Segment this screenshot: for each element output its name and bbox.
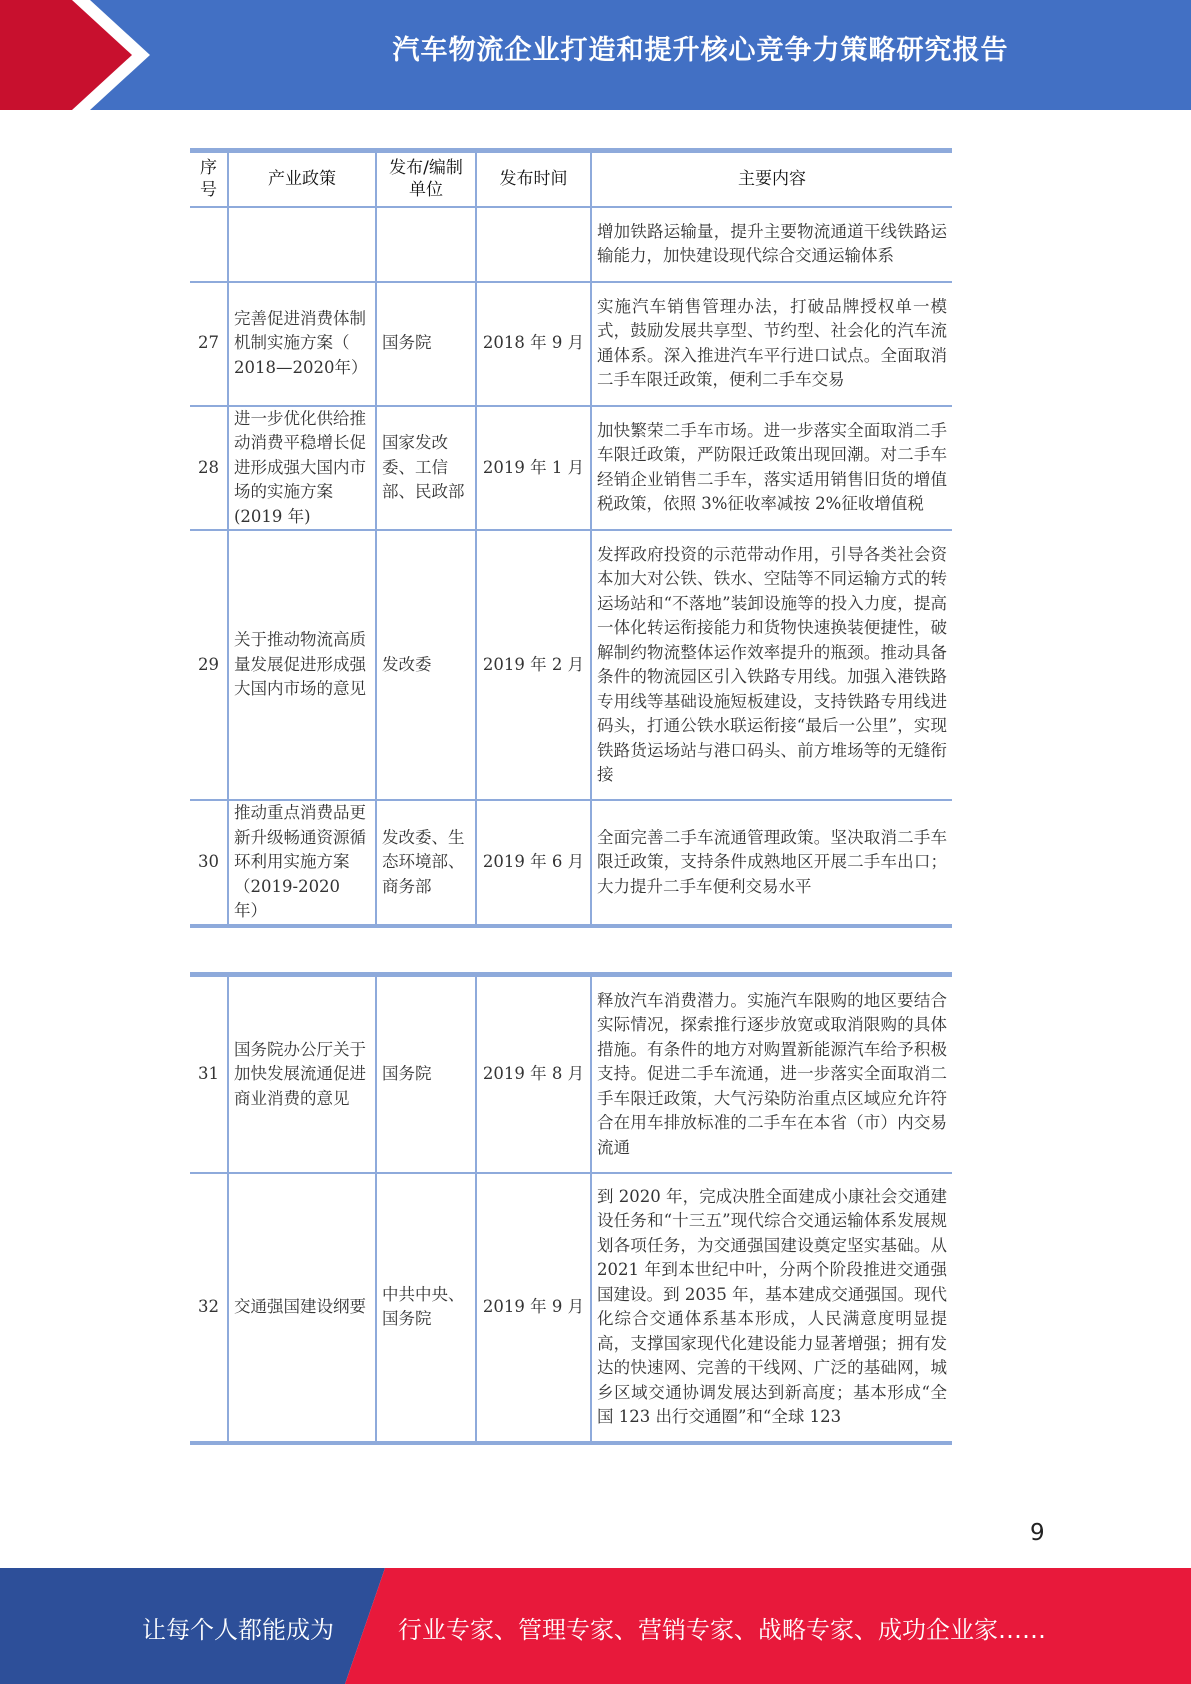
table-row — [190, 800, 952, 926]
row-content: 全面完善二手车流通管理政策。坚决取消二手车限迁政策，支持条件成熟地区开展二手车出口；大力提升二手车便利交易水平 — [591, 800, 952, 926]
col-header-date: 发布时间 — [476, 151, 591, 207]
row-num: 27 — [190, 282, 228, 406]
row-date: 2019 年 6 月 — [476, 800, 591, 926]
row-org: 中共中央、国务院 — [376, 1173, 476, 1443]
row-policy: 关于推动物流高质量发展促进形成强大国内市场的意见 — [228, 530, 376, 800]
table-row — [190, 530, 952, 800]
table-row — [190, 282, 952, 406]
col-header-org: 发布/编制单位 — [376, 151, 476, 207]
row-date: 2018 年 9 月 — [476, 282, 591, 406]
policy-table-part1 — [190, 148, 952, 928]
footer-slogan-left: 让每个人都能成为 — [142, 1616, 334, 1644]
row-policy: 推动重点消费品更新升级畅通资源循环利用实施方案（2019-2020 年） — [228, 800, 376, 926]
row-content: 实施汽车销售管理办法，打破品牌授权单一模式，鼓励发展共享型、节约型、社会化的汽车流通体系。深入推进汽车平行进口试点。全面取消二手车限迁政策，便利二手车交易 — [591, 282, 952, 406]
row-org: 国务院 — [376, 975, 476, 1173]
row-num: 29 — [190, 530, 228, 800]
table-row — [190, 406, 952, 531]
row-policy: 交通强国建设纲要 — [228, 1173, 376, 1443]
page-footer — [0, 1568, 1191, 1684]
row-date: 2019 年 9 月 — [476, 1173, 591, 1443]
row-num: 30 — [190, 800, 228, 926]
row-date: 2019 年 8 月 — [476, 975, 591, 1173]
report-title: 汽车物流企业打造和提升核心竞争力策略研究报告 — [392, 35, 1009, 66]
policy-table-part2 — [190, 972, 952, 1445]
header-red-chevron — [0, 0, 150, 110]
row-num: 32 — [190, 1173, 228, 1443]
row-date — [476, 207, 591, 282]
row-org: 国务院 — [376, 282, 476, 406]
col-header-content: 主要内容 — [591, 151, 952, 207]
row-policy: 进一步优化供给推动消费平稳增长促进形成强大国内市场的实施方案(2019 年) — [228, 406, 376, 531]
footer-slogan-right: 行业专家、管理专家、营销专家、战略专家、成功企业家…… — [398, 1616, 1046, 1644]
row-org: 发改委 — [376, 530, 476, 800]
row-policy: 国务院办公厅关于加快发展流通促进商业消费的意见 — [228, 975, 376, 1173]
col-header-policy: 产业政策 — [228, 151, 376, 207]
table-row — [190, 207, 952, 282]
row-policy — [228, 207, 376, 282]
row-content: 加快繁荣二手车市场。进一步落实全面取消二手车限迁政策，严防限迁政策出现回潮。对二手车经销企业销售二手车，落实适用销售旧货的增值税政策，依照 3%征收率减按 2%征收增值税 — [591, 406, 952, 531]
page-header — [0, 0, 1191, 110]
table-row — [190, 1173, 952, 1443]
table-row — [190, 975, 952, 1173]
row-org — [376, 207, 476, 282]
row-num: 28 — [190, 406, 228, 531]
row-org: 发改委、生态环境部、商务部 — [376, 800, 476, 926]
col-header-num: 序号 — [190, 151, 228, 207]
table-header-row — [190, 151, 952, 207]
row-num: 31 — [190, 975, 228, 1173]
row-date: 2019 年 1 月 — [476, 406, 591, 531]
row-content: 释放汽车消费潜力。实施汽车限购的地区要结合实际情况，探索推行逐步放宽或取消限购的具体措施。有条件的地方对购置新能源汽车给予积极支持。促进二手车流通，进一步落实全面取消二手车限迁政策，大气污染防治重点区域应允许符合在用车排放标准的二手车在本省（市）内交易流通 — [591, 975, 952, 1173]
row-content: 发挥政府投资的示范带动作用，引导各类社会资本加大对公铁、铁水、空陆等不同运输方式的转运场站和“不落地”装卸设施等的投入力度，提高一体化转运衔接能力和货物快速换装便捷性，破解制约物流整体运作效率提升的瓶颈。推动具备条件的物流园区引入铁路专用线。加强入港铁路专用线等基础设施短板建设，支持铁路专用线进码头，打通公铁水联运衔接“最后一公里”，实现铁路货运场站与港口码头、前方堆场等的无缝衔接 — [591, 530, 952, 800]
row-num — [190, 207, 228, 282]
row-content: 到 2020 年，完成决胜全面建成小康社会交通建设任务和“十三五”现代综合交通运输体系发展规划各项任务，为交通强国建设奠定坚实基础。从 2021 年到本世纪中叶，分两个阶段推进交通强国建设。到 2035 年，基本建成交通强国。现代化综合交通体系基本形成，人民满意度明显提高，支撑国家现代化建设能力显著增强；拥有发达的快速网、完善的干线网、广泛的基础网，城乡区域交通协调发展达到新高度；基本形成“全国 123 出行交通圈”和“全球 123 — [591, 1173, 952, 1443]
row-policy: 完善促进消费体制机制实施方案（ 2018—2020年） — [228, 282, 376, 406]
row-date: 2019 年 2 月 — [476, 530, 591, 800]
row-content: 增加铁路运输量，提升主要物流通道干线铁路运输能力，加快建设现代综合交通运输体系 — [591, 207, 952, 282]
page-number: 9 — [1030, 1520, 1045, 1546]
row-org: 国家发改委、工信部、民政部 — [376, 406, 476, 531]
